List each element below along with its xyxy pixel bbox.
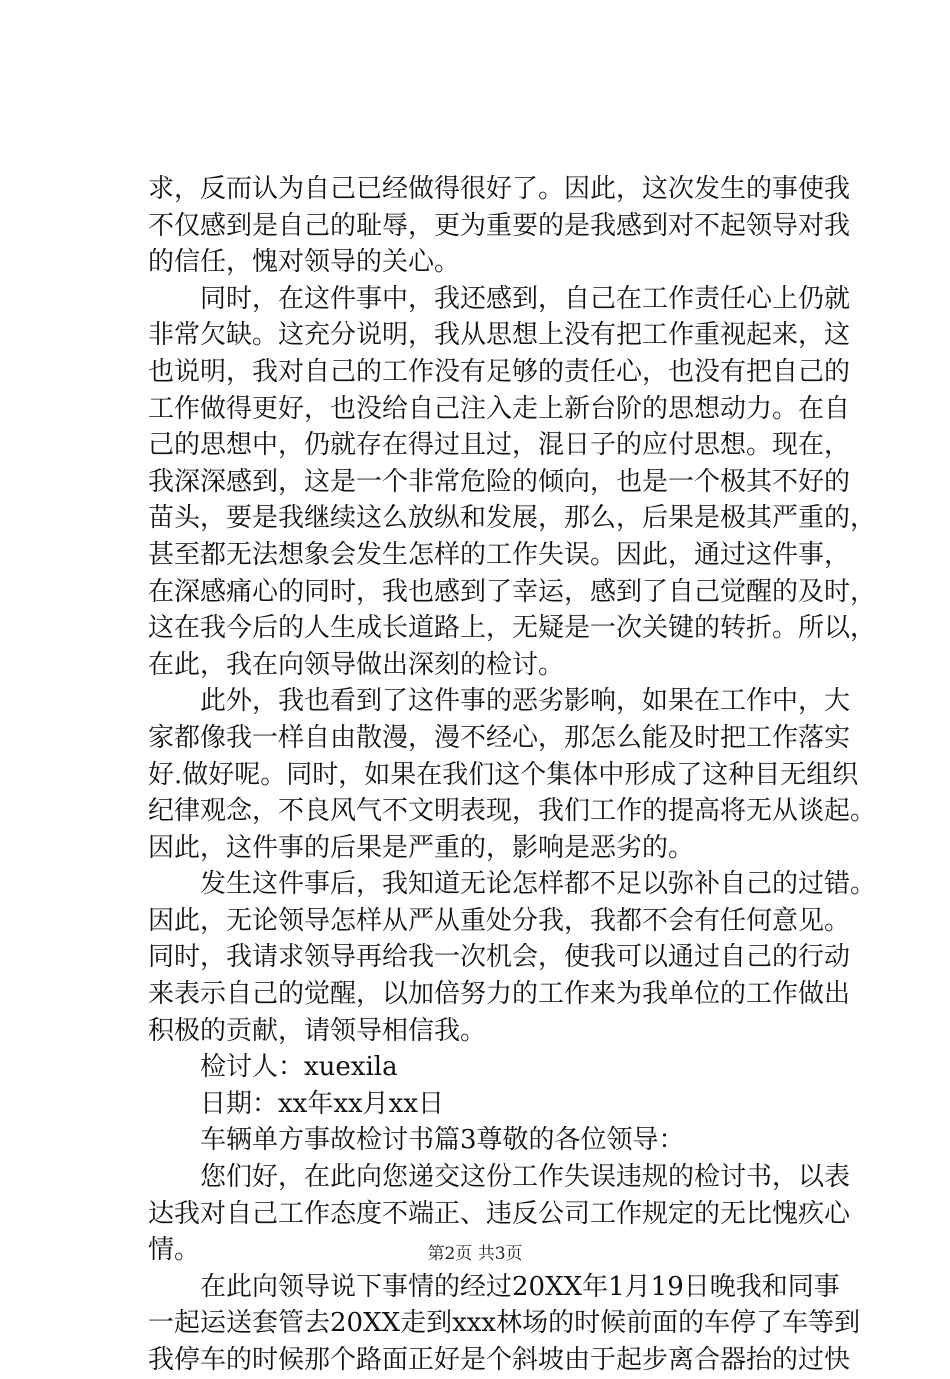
body-line: 苗头，要是我继续这么放纵和发展，那么，后果是极其严重的， <box>148 503 877 534</box>
page-footer: 第2页 共3页 <box>427 1244 523 1264</box>
body-line: 发生这件事后，我知道无论怎样都不足以弥补自己的过错。 <box>148 869 877 900</box>
document-body <box>148 171 877 1379</box>
body-line: 不仅感到是自己的耻辱，更为重要的是我感到对不起领导对我 <box>148 210 851 241</box>
body-line: 同时，在这件事中，我还感到，自己在工作责任心上仍就 <box>148 283 851 314</box>
body-line: 求，反而认为自己已经做得很好了。因此，这次发生的事使我 <box>148 174 851 204</box>
section-heading: 车辆单方事故检讨书篇3尊敬的各位领导： <box>148 1125 685 1156</box>
body-line: 在此向领导说下事情的经过20XX年1月19日晚我和同事 <box>148 1271 840 1302</box>
body-line: 在深感痛心的同时，我也感到了幸运，感到了自己觉醒的及时， <box>148 576 877 607</box>
body-line: 因此，这件事的后果是严重的，影响是恶劣的。 <box>148 832 695 863</box>
body-line: 纪律观念，不良风气不文明表现，我们工作的提高将无从谈起。 <box>148 796 877 827</box>
body-line: 非常欠缺。这充分说明，我从思想上没有把工作重视起来，这 <box>148 320 851 351</box>
body-line: 因此，无论领导怎样从严从重处分我，我都不会有任何意见。 <box>148 905 851 936</box>
body-line: 积极的贡献，请领导相信我。 <box>148 1015 487 1046</box>
body-line: 甚至都无法想象会发生怎样的工作失误。因此，通过这件事， <box>148 539 851 570</box>
body-line: 我停车的时候那个路面正好是个斜坡由于起步离合器抬的过快 <box>148 1345 851 1375</box>
body-line: 同时，我请求领导再给我一次机会，使我可以通过自己的行动 <box>148 942 851 973</box>
date-line: 日期：xx年xx月xx日 <box>148 1088 444 1119</box>
body-line: 己的思想中，仍就存在得过且过，混日子的应付思想。现在， <box>148 430 851 461</box>
signature-line: 检讨人：xuexila <box>148 1052 398 1083</box>
body-line: 好.做好呢。同时，如果在我们这个集体中形成了这种目无组织 <box>148 759 859 790</box>
body-line: 来表示自己的觉醒，以加倍努力的工作来为我单位的工作做出 <box>148 979 851 1010</box>
body-line: 此外，我也看到了这件事的恶劣影响，如果在工作中，大 <box>148 686 851 717</box>
body-line: 在此，我在向领导做出深刻的检讨。 <box>148 649 565 680</box>
body-line: 达我对自己工作态度不端正、违反公司工作规定的无比愧疚心 <box>148 1198 851 1229</box>
body-line: 情。 <box>148 1235 201 1266</box>
body-line: 也说明，我对自己的工作没有足够的责任心，也没有把自己的 <box>148 356 851 387</box>
body-line: 一起运送套管去20XX走到xxx林场的时候前面的车停了车等到 <box>148 1308 861 1339</box>
body-line: 您们好，在此向您递交这份工作失误违规的检讨书，以表 <box>148 1162 851 1193</box>
body-line: 家都像我一样自由散漫，漫不经心，那怎么能及时把工作落实 <box>148 722 851 753</box>
body-line: 工作做得更好，也没给自己注入走上新台阶的思想动力。在自 <box>148 393 851 424</box>
body-line: 这在我今后的人生成长道路上，无疑是一次关键的转折。所以， <box>148 613 877 644</box>
body-line: 的信任，愧对领导的关心。 <box>148 247 461 278</box>
body-line: 我深深感到，这是一个非常危险的倾向，也是一个极其不好的 <box>148 466 851 497</box>
